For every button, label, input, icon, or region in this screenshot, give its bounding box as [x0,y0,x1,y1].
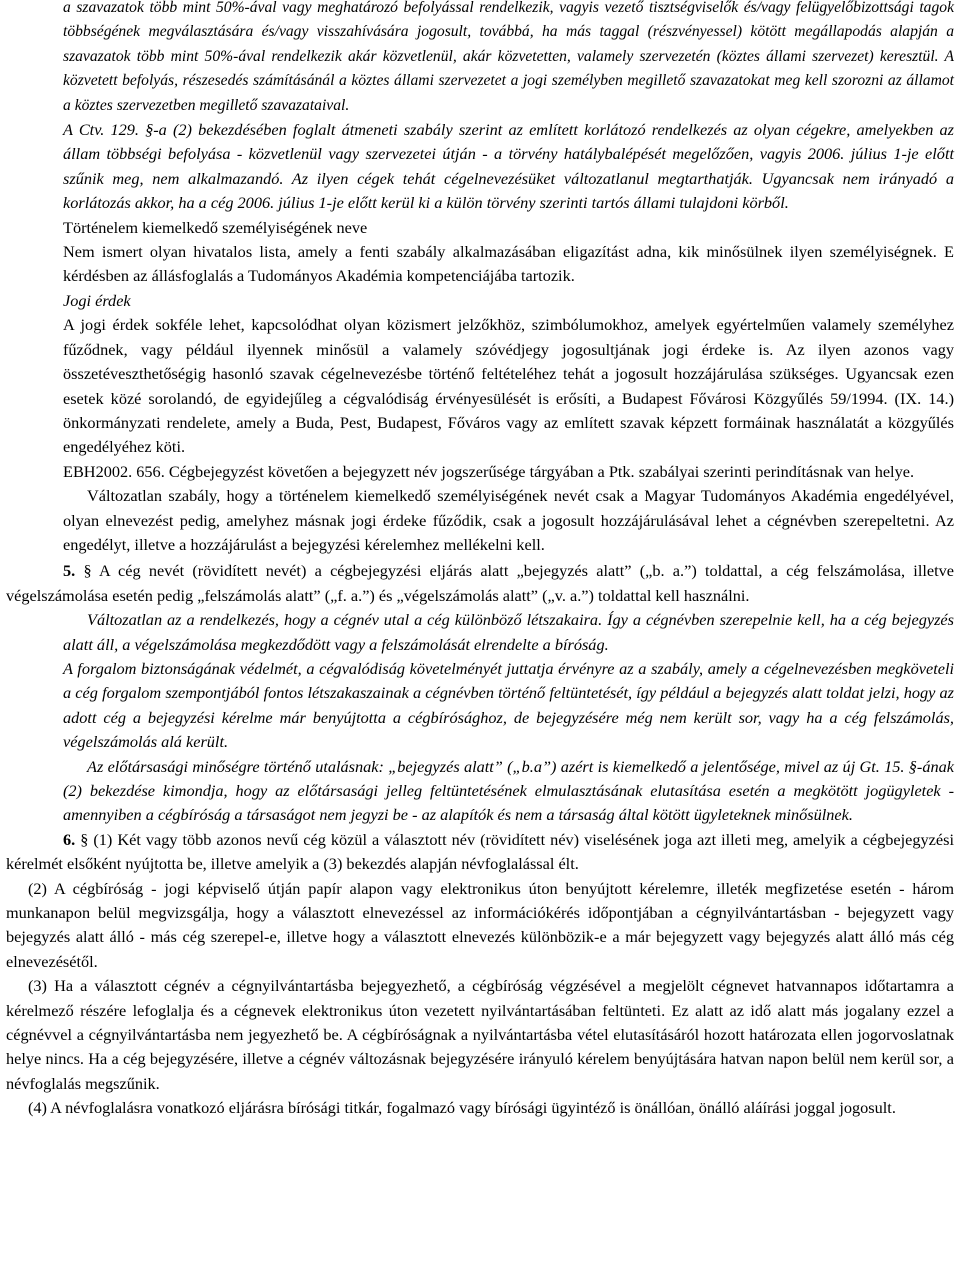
section-6-paragraph-3: (3) Ha a választott cégnév a cégnyilvántartásba bejegyezhető, a cégbíróság végzésével a megjelölt cégnevet hatvannapos időtartamra a kérelmező részére lefoglalja és a cégnevek elektronikus úton vezetett nyilvántartásában feltünteti. Ez alatt az idő alatt más jogalany ezzel a cégnévvel a cégnyilvántartásba nem jegyezhető be. A cégbíróságnak a nyilvántartásba vétel elutasításáról hozott határozata ellen jogorvoslatnak helye nincs. Ha a cég bejegyzésére, illetve a cégnév változásnak bejegyzésére irányuló kérelem benyújtására hatvan napon belül nem kerül sor, a névfoglalás megszűnik. [6,976,954,1093]
paragraph-legal-interest: A jogi érdek sokféle lehet, kapcsolódhat olyan közismert jelzőkhöz, szimbólumokhoz, amelyek egyértelműen valamely személyhez fűződnek, vagy például ilyennek minősül a valamely szóvédjegy jogosultjának jogi érdeke is. Az ilyen azonos vagy összetéveszthetőségig hasonló szavak cégelnevezésbe történő feltételéhez tehát a jogosult hozzájárulása szükséges. Ugyancsak ezen esetek közé sorolandó, de egyidejűleg a cégvalódiság érvényesülését is erősíti, a Budapest Fővárosi Közgyűlés 59/1994. (IX. 14.) önkormányzati rendelete, amely a Buda, Pest, Budapest, Főváros vagy az említett szavak képzett formáinak használatát a közgyűlés engedélyéhez köti. [63,315,954,457]
paragraph-traffic-safety: A forgalom biztonságának védelmét, a cégvalódiság követelményét juttatja érvényre az a szabály, amely a cégelnevezésben megköveteli a cég forgalom szempontjából fontos létszakaszainak a cégnévben történő feltüntetését, így például a bejegyzés alatt toldat jelzi, hogy az adott cég a bejegyzési kérelme már benyújtotta a cégbírósághoz, de bejegyzésére még nem került sor, vagy ha a cég felszámolás, végelszámolás alá került. [63,658,954,752]
heading-historical-personality: Történelem kiemelkedő személyiségének neve [63,217,368,237]
section-6-paragraph-4: (4) A névfoglalásra vonatkozó eljárásra bírósági titkár, fogalmazó vagy bírósági ügyintéző is önállóan, önálló aláírási joggal jogosult. [28,1098,896,1118]
paragraph-pre-company: Az előtársasági minőségre történő utalásnak: „bejegyzés alatt” („b.a”) azért is kiemelkedő a jelentősége, mivel az új Gt. 15. §-ának (2) bekezdése kimondja, hogy az előtársasági jelleg feltüntetésének elmulasztásának elutasítása esetén a megkötött jogügyletek - amennyiben a cégbíróság a társaságot nem jegyzi be - az alapítók és nem a társaság által kötött ügyleteknek minősülnek. [63,756,954,825]
section-5 [6,559,954,608]
section-6-number: 6. [63,829,76,849]
paragraph-state-influence: a szavazatok több mint 50%-ával vagy meghatározó befolyással rendelkezik, vagyis vezető tisztségviselők és/vagy felügyelőbizottsági tagok többségének megválasztására és/vagy visszahívására jogosult, továbbá, ha más taggal (részvényessel) kötött megállapodás alapján a szavazatok több mint 50%-ával rendelkezik akár közvetlenül, akár közvetetten, valamely szervezetén (köztes állami szervezet) keresztül. A közvetett befolyás, részesedés számításánál a köztes állami szervezetet a jogi személyben megillető szavazatokat meg kell szorozni az államot a köztes szervezetben megillető szavazataival. [63,0,954,114]
paragraph-historical-personality: Nem ismert olyan hivatalos lista, amely a fenti szabály alkalmazásában eligazítást adna, kik minősülnek ilyen személyiségnek. E kérdésben az állásfoglalás a Tudományos Akadémia kompetenciájába tartozik. [63,242,954,286]
section-6-paragraph-2: (2) A cégbíróság - jogi képviselő útján papír alapon vagy elektronikus úton benyújtott kérelemre, illeték megfizetése esetén - három munkanapon belül megvizsgálja, hogy a választott elnevezéssel az információkérés időpontjában a cégnyilvántartásban - bejegyzett vagy bejegyzés alatt álló - más cég szerepel-e, illetve hogy a választott elnevezés különbözik-e a már bejegyzett vagy bejegyzés alatt álló más cég elnevezésétől. [6,878,954,971]
paragraph-life-stages: Változatlan az a rendelkezés, hogy a cégnév utal a cég különböző létszakaira. Így a cégnévben szerepelnie kell, ha a cég bejegyzés alatt áll, a végelszámolása megkezdődött vagy a felszámolását elrendelte a bíróság. [63,610,954,654]
heading-legal-interest: Jogi érdek [63,290,131,310]
section-symbol: § [83,561,92,581]
section-5-number: 5. [63,561,76,581]
section-6 [6,828,954,877]
section-symbol: § [80,829,89,849]
paragraph-ctv-129: A Ctv. 129. §-a (2) bekezdésében foglalt átmeneti szabály szerint az említett korlátozó rendelkezés az olyan cégekre, amelyekben az állam többségi befolyása - közvetlenül vagy szervezetei útján - a törvény hatálybalépését megelőzően, vagyis 2006. július 1-je előtt szűnik meg, nem alkalmazandó. Az ilyen cégek tehát cégelnevezésüket változatlanul megtarthatják. Ugyancsak nem irányadó a korlátozás akkor, ha a cég 2006. július 1-je előtt kerül ki a külön törvény szerinti tartós állami tulajdoni körből. [63,120,954,213]
section-5-text: A cég nevét (rövidített nevét) a cégbejegyzési eljárás alatt „bejegyzés alatt” („b. a.”) toldattal, a cég felszámolása, illetve végelszámolása esetén pedig „felszámolás alatt” („f. a.”) és „végelszámolás alatt” („v. a.”) toldattal kell használni. [6,561,954,605]
section-6-paragraph-1: (1) Két vagy több azonos nevű cég közül a választott név (rövidített név) viselésének joga azt illeti meg, amelyik a cégbejegyzési kérelmét elsőként nyújtotta be, illetve amelyik a (3) bekezdés alapján névfoglalással élt. [6,829,954,874]
paragraph-ebh2002: EBH2002. 656. Cégbejegyzést követően a bejegyzett név jogszerűsége tárgyában a Ptk. szabályai szerinti perindításnak van helye. [63,461,915,481]
paragraph-unchanged-rule: Változatlan szabály, hogy a történelem kiemelkedő személyiségének nevét csak a Magyar Tudományos Akadémia engedélyével, olyan elnevezést pedig, amelyhez másnak jogi érdeke fűződik, csak a jogosult hozzájárulásával lehet a cégnévben szerepeltetni. Az engedélyt, illetve a hozzájárulást a bejegyzési kérelemhez mellékelni kell. [63,486,954,554]
